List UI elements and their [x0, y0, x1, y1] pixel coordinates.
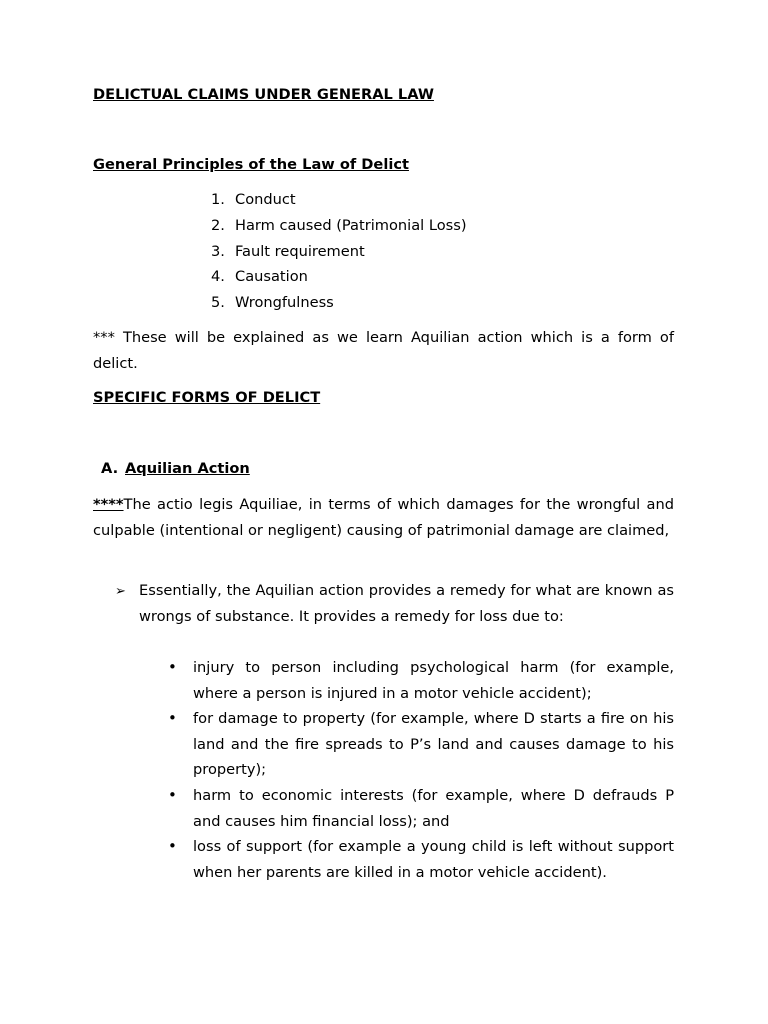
bullet-text: injury to person including psychological harm (for example, where a person is injured in a motor vehicle accident);: [193, 659, 674, 702]
list-text: Harm caused (Patrimonial Loss): [235, 217, 467, 234]
document-title: DELICTUAL CLAIMS UNDER GENERAL LAW: [93, 86, 434, 103]
list-number: 2.: [211, 217, 225, 234]
list-text: Wrongfulness: [235, 294, 334, 311]
stars-marker: ****: [93, 496, 124, 513]
specific-forms-heading: SPECIFIC FORMS OF DELICT: [93, 389, 321, 406]
general-principles-heading: General Principles of the Law of Delict: [93, 156, 409, 173]
aquilian-intro-text: The actio legis Aquiliae, in terms of which damages for the wrongful and culpable (intentional or negligent) causing of patrimonial damage are claimed,: [93, 496, 674, 539]
bullet-text: for damage to property (for example, where D starts a fire on his land and the fire spreads to P’s land and causes damage to his property);: [193, 710, 674, 779]
bullet-icon: •: [168, 658, 177, 676]
aquilian-intro: [93, 492, 674, 543]
list-text: Causation: [235, 268, 308, 285]
bullet-icon: •: [168, 709, 177, 727]
list-text: Fault requirement: [235, 243, 365, 260]
list-number: 3.: [211, 243, 225, 260]
principles-note: *** These will be explained as we learn Aquilian action which is a form of delict.: [93, 329, 674, 372]
list-text: Conduct: [235, 191, 296, 208]
list-number: 1.: [211, 191, 225, 208]
bullet-text: harm to economic interests (for example, where D defrauds P and causes him financial loss); and: [193, 787, 674, 830]
section-letter: A.: [101, 460, 119, 477]
list-number: 5.: [211, 294, 225, 311]
arrow-point-text: Essentially, the Aquilian action provides a remedy for what are known as wrongs of substance. It provides a remedy for loss due to:: [139, 582, 674, 625]
list-number: 4.: [211, 268, 225, 285]
arrow-bullet-icon: ➢: [115, 584, 126, 599]
bullet-icon: •: [168, 786, 177, 804]
bullet-icon: •: [168, 837, 177, 855]
aquilian-heading: Aquilian Action: [125, 460, 250, 477]
bullet-text: loss of support (for example a young child is left without support when her parents are killed in a motor vehicle accident).: [193, 838, 674, 881]
